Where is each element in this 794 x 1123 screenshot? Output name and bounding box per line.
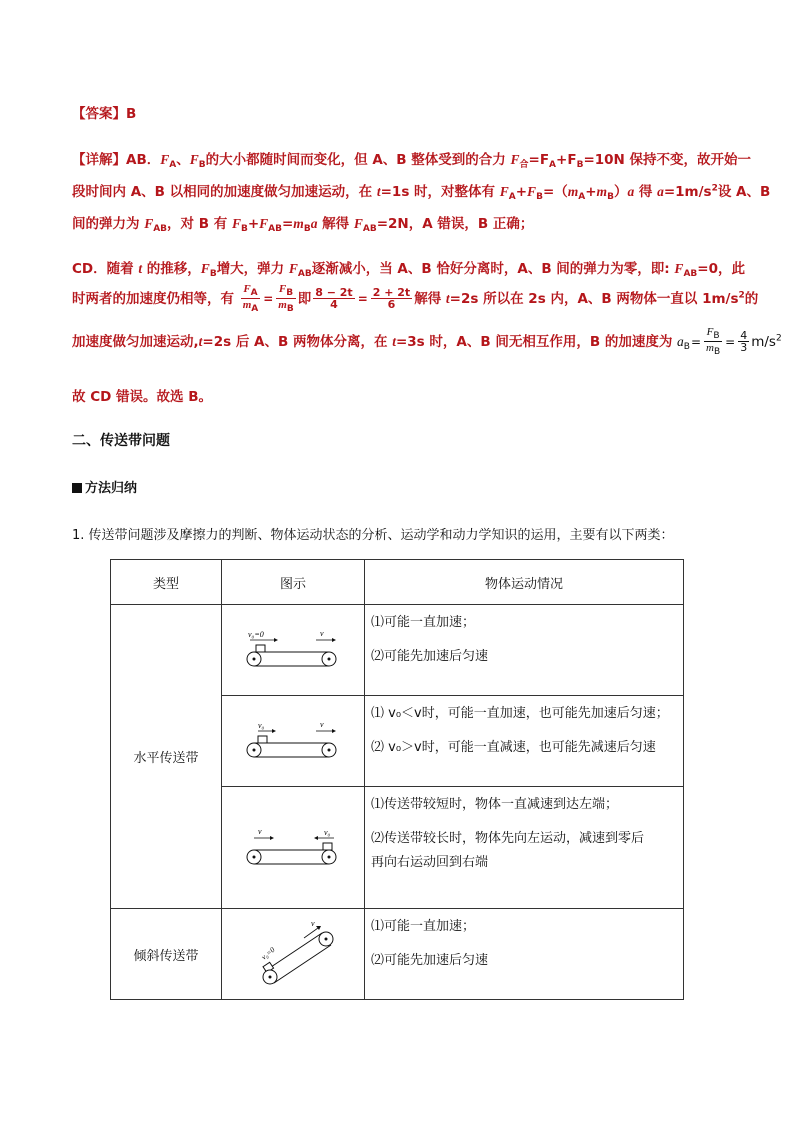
fraction-fa-ma bbox=[241, 283, 261, 315]
sym: F bbox=[200, 261, 210, 276]
sub: B bbox=[683, 341, 690, 352]
sub: B bbox=[536, 192, 543, 202]
label-v: v bbox=[311, 919, 315, 928]
sym: F bbox=[231, 216, 241, 231]
sym: F bbox=[278, 283, 287, 295]
header-type: 类型 bbox=[111, 560, 222, 605]
unit: m/s bbox=[751, 333, 776, 350]
sym: F bbox=[288, 261, 298, 276]
detail-line-7: 故 CD 错误。故选 B。 bbox=[72, 389, 213, 405]
denominator: 3 bbox=[740, 341, 748, 355]
sub: A bbox=[251, 304, 259, 315]
answer-label: 【答案】 bbox=[72, 106, 126, 122]
sub: A bbox=[169, 160, 177, 170]
text: =2s 后 A、B 两物体分离，在 bbox=[202, 333, 393, 350]
label-v0: v₀ bbox=[258, 721, 265, 730]
sub: B bbox=[286, 288, 294, 298]
sym: F bbox=[259, 216, 269, 231]
text: 解得 bbox=[414, 290, 446, 307]
motion-cell bbox=[365, 787, 684, 909]
table-row bbox=[111, 909, 684, 1000]
text: =（ bbox=[542, 184, 568, 200]
sub: A bbox=[549, 160, 557, 170]
sub: AB bbox=[362, 224, 377, 234]
sym: F bbox=[353, 216, 363, 231]
sym: a bbox=[677, 333, 684, 349]
sym: F bbox=[527, 184, 537, 199]
sub: B bbox=[209, 269, 217, 279]
sub: AB bbox=[268, 224, 282, 234]
motion-line: ⑵传送带较长时，物体先向左运动，减速到零后 bbox=[371, 831, 645, 846]
fraction-2-2t bbox=[371, 287, 412, 311]
method-title-text: 方法归纳 bbox=[85, 481, 138, 496]
sym: m bbox=[278, 299, 287, 312]
sym: t bbox=[392, 333, 396, 349]
text: 段时间内 A、B 以相同的加速度做匀加速运动，在 bbox=[72, 184, 377, 200]
belt-diagram-v0-right bbox=[228, 704, 358, 774]
sub: A bbox=[508, 192, 516, 202]
sub: B bbox=[576, 160, 584, 170]
block-icon bbox=[258, 736, 267, 743]
detail-line-4 bbox=[72, 257, 745, 279]
sub: B bbox=[286, 304, 294, 315]
fraction-fb-mb-2 bbox=[704, 326, 722, 358]
fraction-8-2t bbox=[313, 287, 354, 311]
sub: B bbox=[198, 160, 206, 170]
answer-line bbox=[72, 102, 136, 122]
block-icon bbox=[323, 843, 332, 850]
text: =3s 时，A、B 间无相互作用，B 的加速度为 bbox=[395, 333, 673, 350]
diagram-horizontal-2 bbox=[222, 696, 365, 787]
equals: = bbox=[725, 334, 736, 349]
type-horizontal: 水平传送带 bbox=[111, 605, 222, 909]
sub: AB bbox=[683, 269, 698, 279]
sym: F bbox=[510, 152, 520, 167]
square-bullet-icon bbox=[72, 483, 82, 493]
numerator: 8 − 2t bbox=[315, 285, 353, 299]
belt-diagram-inclined bbox=[228, 912, 358, 992]
text: 解得 bbox=[317, 216, 354, 232]
text: = bbox=[528, 152, 540, 168]
sym: F bbox=[539, 152, 550, 168]
sub: B bbox=[607, 192, 614, 202]
type-inclined: 倾斜传送带 bbox=[111, 909, 222, 1000]
sub: AB bbox=[153, 224, 168, 234]
section-title: 二、传送带问题 bbox=[72, 433, 170, 449]
text: + bbox=[556, 152, 568, 168]
motion-line: ⑴ v₀＜v时，可能一直加速，也可能先加速后匀速； bbox=[371, 706, 669, 721]
motion-line: ⑵可能先加速后匀速 bbox=[371, 649, 489, 664]
motion-line: ⑴传送带较短时，物体一直减速到达左端； bbox=[371, 797, 619, 812]
numerator: 2 + 2t bbox=[372, 285, 411, 299]
detail-label: 【详解】 bbox=[72, 152, 126, 168]
fraction-fb-mb bbox=[276, 283, 295, 315]
text: = bbox=[281, 216, 294, 232]
denominator: 4 bbox=[330, 298, 338, 312]
text: 间的弹力为 bbox=[72, 216, 145, 232]
answer-value: B bbox=[126, 106, 137, 122]
sup: 2 bbox=[738, 290, 745, 301]
numerator: 4 bbox=[740, 328, 748, 342]
text: 的推移， bbox=[142, 261, 201, 277]
table-header-row bbox=[111, 560, 684, 605]
text: AB． bbox=[126, 152, 161, 168]
block-icon bbox=[256, 645, 265, 652]
label-v0-eq-0: v₀=0 bbox=[259, 945, 277, 962]
sub: B bbox=[713, 331, 720, 341]
diagram-inclined bbox=[222, 909, 365, 1000]
sub: B bbox=[713, 347, 721, 358]
text: =10N 保持不变，故开始一 bbox=[583, 152, 752, 168]
text: ） bbox=[613, 184, 628, 200]
sym: F bbox=[567, 152, 577, 168]
sym: a bbox=[657, 184, 664, 199]
denominator: 6 bbox=[387, 298, 396, 312]
sym: F bbox=[160, 152, 170, 167]
text: =1s 时，对整体有 bbox=[380, 184, 500, 200]
sub: AB bbox=[297, 269, 312, 279]
text: 增大，弹力 bbox=[216, 261, 289, 277]
motion-line: ⑴可能一直加速； bbox=[371, 919, 476, 934]
sub: A bbox=[250, 288, 258, 298]
sym: F bbox=[499, 184, 509, 199]
sup: 2 bbox=[711, 183, 718, 194]
motion-line: ⑵可能先加速后匀速 bbox=[371, 953, 489, 968]
intro-text: 1. 传送带问题涉及摩擦力的判断、物体运动状态的分析、运动学和动力学知识的运用，主要有以下两类： bbox=[72, 528, 674, 543]
text: 时两者的加速度仍相等，有 bbox=[72, 290, 239, 307]
text: =2s 所以在 2s 内，A、B 两物体一直以 1m/s bbox=[449, 290, 739, 307]
motion-line: ⑴可能一直加速； bbox=[371, 615, 476, 630]
label-v0-eq-0: v₀=0 bbox=[248, 630, 264, 639]
accel-formula bbox=[677, 326, 782, 358]
text: + bbox=[585, 184, 597, 200]
header-motion: 物体运动情况 bbox=[365, 560, 684, 605]
sym: F bbox=[243, 283, 251, 295]
sym: t bbox=[198, 333, 203, 349]
sym: F bbox=[706, 326, 714, 338]
motion-cell bbox=[365, 696, 684, 787]
motion-line: 再向右运动回到右端 bbox=[371, 855, 489, 870]
detail-line-3 bbox=[72, 212, 533, 234]
text: ，对 B 有 bbox=[167, 216, 232, 232]
detail-line-6 bbox=[72, 326, 782, 358]
sym: a bbox=[627, 184, 635, 199]
text: 即 bbox=[297, 290, 312, 307]
text: 的 bbox=[744, 290, 759, 307]
method-title bbox=[72, 477, 137, 496]
sym: m bbox=[242, 299, 252, 312]
equals: = bbox=[263, 291, 274, 306]
label-v: v bbox=[258, 826, 262, 836]
detail-line-1 bbox=[72, 148, 751, 170]
detail-line-2 bbox=[72, 180, 770, 202]
sym: m bbox=[596, 184, 608, 199]
fraction-4-3 bbox=[738, 330, 749, 354]
motion-cell bbox=[365, 605, 684, 696]
label-v0: v₀ bbox=[324, 827, 331, 837]
belt-diagram-v0-zero bbox=[228, 613, 358, 683]
sub: 合 bbox=[519, 160, 529, 170]
sym: m bbox=[567, 184, 579, 199]
text: 得 bbox=[634, 184, 658, 200]
diagram-horizontal-3 bbox=[222, 787, 365, 909]
sub: B bbox=[303, 224, 311, 234]
sym: F bbox=[189, 152, 199, 167]
table-row bbox=[111, 605, 684, 696]
sym: m bbox=[293, 216, 304, 231]
sub: B bbox=[240, 224, 248, 234]
text: + bbox=[247, 216, 260, 232]
text: + bbox=[515, 184, 528, 200]
sym: t bbox=[376, 184, 381, 199]
sub: A bbox=[578, 192, 586, 202]
text: =1m/s bbox=[663, 184, 712, 200]
text: CD．随着 bbox=[72, 261, 139, 277]
text: 的大小都随时间而变化，但 A、B 整体受到的合力 bbox=[205, 152, 511, 168]
motion-cell bbox=[365, 909, 684, 1000]
text: 设 A、B bbox=[717, 184, 771, 200]
label-v: v bbox=[320, 720, 324, 729]
belt-diagram-v0-left bbox=[228, 811, 358, 881]
sym: a bbox=[310, 216, 318, 231]
conveyor-table bbox=[110, 559, 684, 1000]
label-v: v bbox=[320, 629, 324, 638]
sym: m bbox=[706, 342, 714, 355]
equals: = bbox=[690, 334, 702, 349]
diagram-horizontal-1 bbox=[222, 605, 365, 696]
text: 加速度做匀加速运动, bbox=[72, 333, 199, 350]
sym: F bbox=[674, 261, 684, 276]
sym: t bbox=[445, 290, 450, 306]
text: 逐渐减小，当 A、B 恰好分离时，A、B 间的弹力为零，即: bbox=[311, 261, 675, 277]
header-diagram: 图示 bbox=[222, 560, 365, 605]
text: =0，此 bbox=[697, 261, 745, 277]
motion-line: ⑵ v₀＞v时，可能一直减速，也可能先减速后匀速 bbox=[371, 740, 656, 755]
sym: F bbox=[144, 216, 154, 231]
text: 、 bbox=[176, 152, 190, 168]
sup: 2 bbox=[775, 333, 782, 344]
text: =2N，A 错误，B 正确； bbox=[376, 216, 534, 232]
detail-line-5 bbox=[72, 283, 758, 315]
equals: = bbox=[357, 291, 368, 306]
sym: t bbox=[138, 261, 143, 276]
